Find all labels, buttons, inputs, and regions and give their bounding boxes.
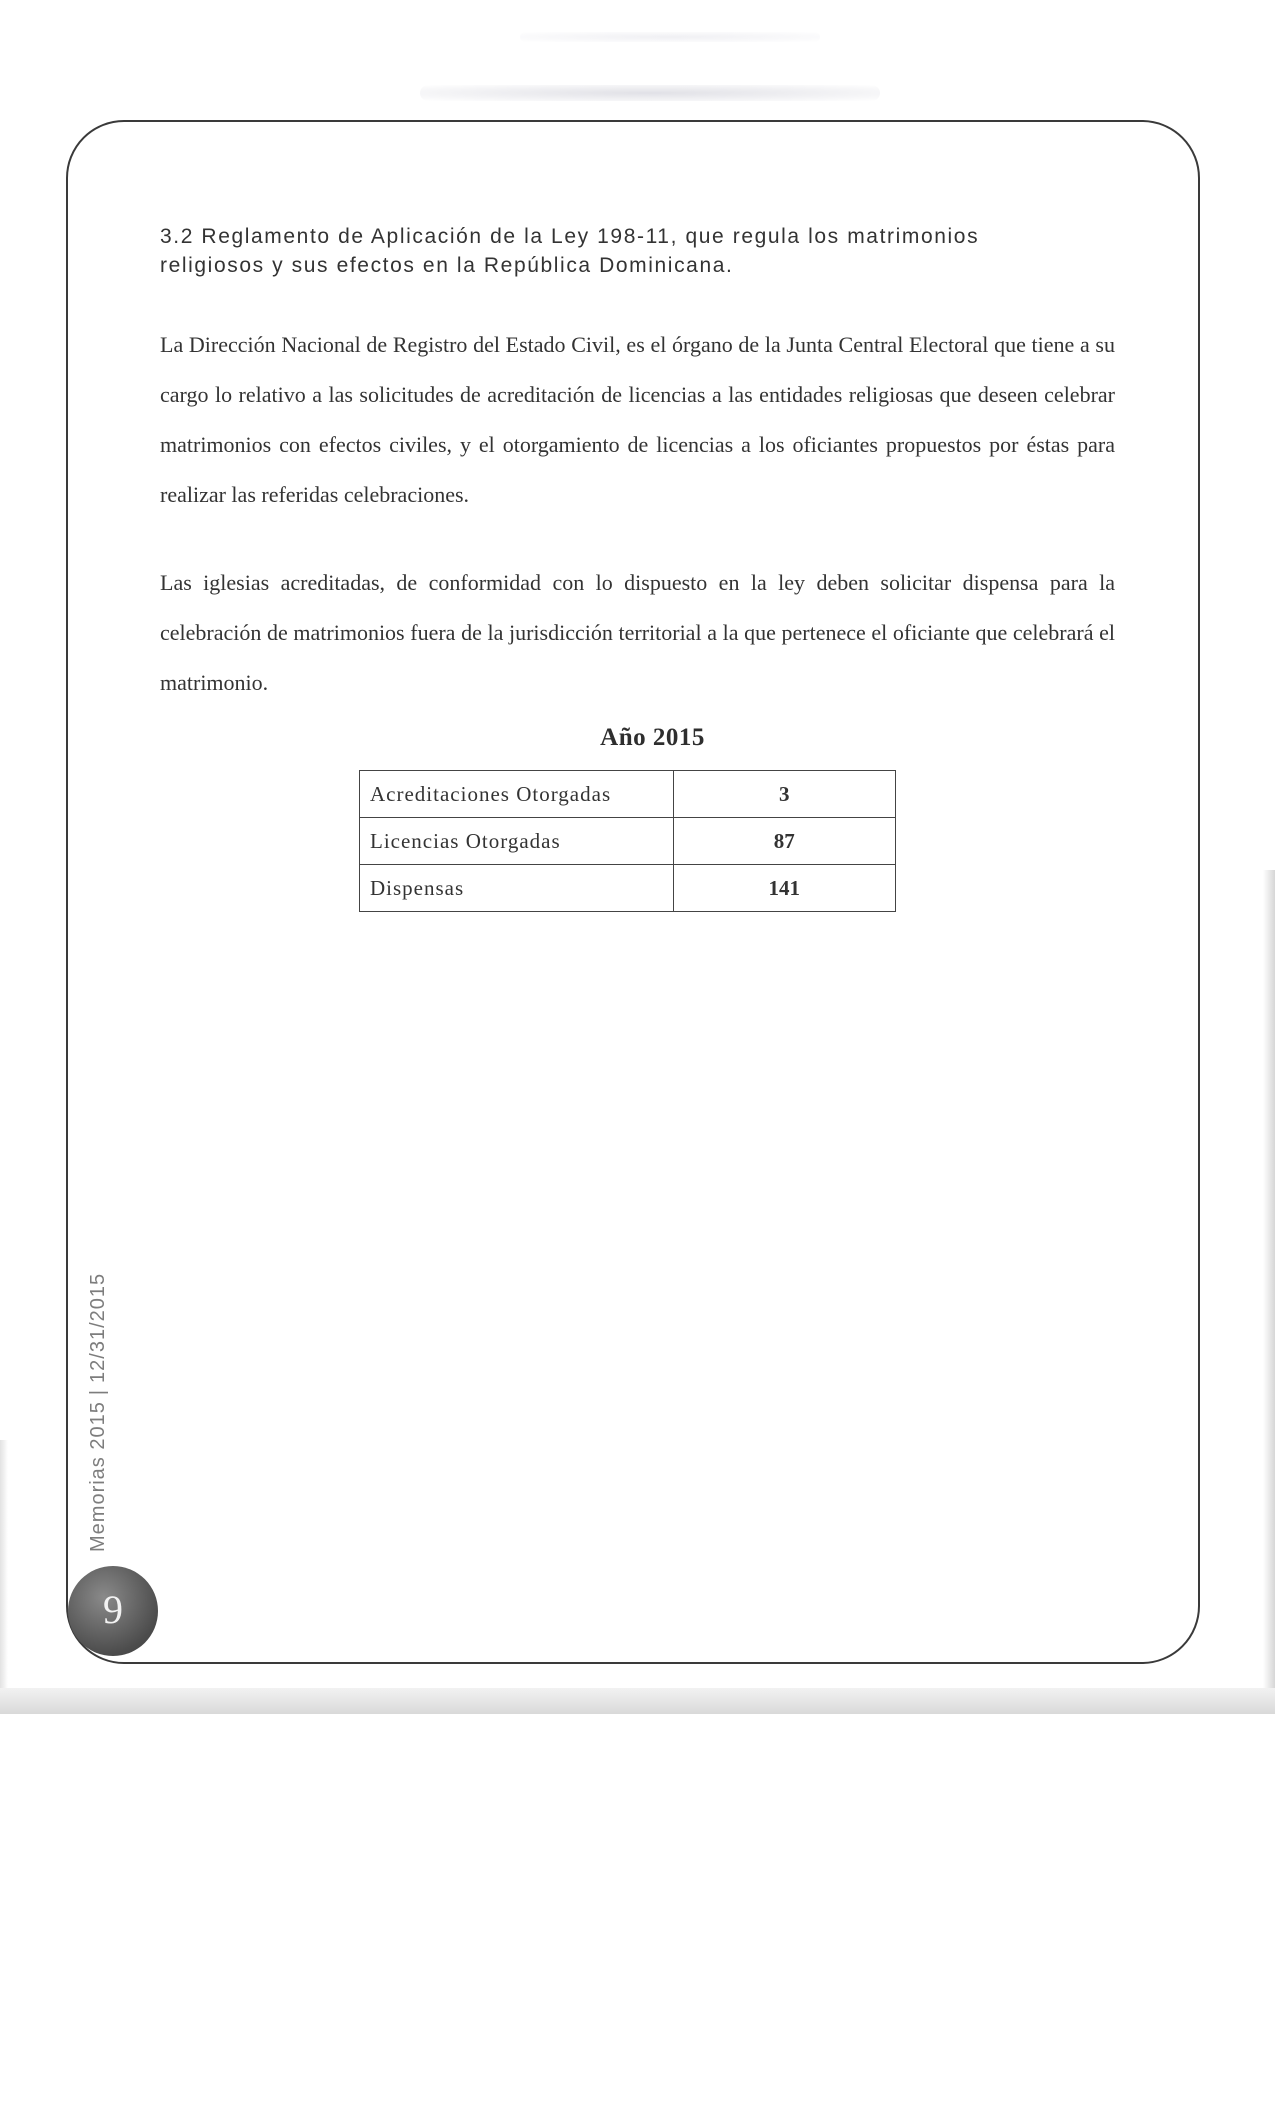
paragraph-registro: La Dirección Nacional de Registro del Estado Civil, es el órgano de la Junta Central Electoral que tiene a su cargo lo relativo a las solicitudes de acreditación de licencias a las entidades religiosas que deseen celebrar matrimonios con efectos civiles, y el otorgamiento de licencias a los oficiantes propuestos por éstas para realizar las referidas celebraciones. bbox=[160, 332, 1115, 507]
section-heading-line-1: 3.2 Reglamento de Aplicación de la Ley 198-11, que regula los matrimonios bbox=[160, 225, 980, 248]
page-content bbox=[160, 222, 1115, 912]
side-footer-text bbox=[87, 1273, 110, 1552]
table-row bbox=[360, 771, 896, 818]
table-row bbox=[360, 865, 896, 912]
footer-separator: | bbox=[87, 1388, 109, 1396]
memo-label: Memorias 2015 bbox=[87, 1401, 109, 1552]
row-label: Licencias Otorgadas bbox=[360, 818, 674, 865]
row-value: 87 bbox=[673, 818, 895, 865]
scan-edge-left bbox=[0, 1440, 8, 1700]
table-row bbox=[360, 818, 896, 865]
stats-table bbox=[359, 770, 896, 912]
scan-edge-right bbox=[1263, 870, 1275, 1700]
paragraph-dispensa: Las iglesias acreditadas, de conformidad con lo dispuesto en la ley deben solicitar dispensa para la celebración de matrimonios fuera de la jurisdicción territorial a la que pertenece el oficiante que celebrará el matrimonio. bbox=[160, 570, 1115, 695]
section-heading-line-2: religiosos y sus efectos en la República Dominicana. bbox=[160, 254, 734, 277]
page-number-badge: 9 bbox=[68, 1566, 158, 1656]
row-label: Dispensas bbox=[360, 865, 674, 912]
row-value: 141 bbox=[673, 865, 895, 912]
scan-smudge bbox=[420, 85, 880, 101]
section-heading bbox=[160, 222, 1115, 280]
row-label: Acreditaciones Otorgadas bbox=[360, 771, 674, 818]
scan-smudge bbox=[520, 32, 820, 42]
row-value: 3 bbox=[673, 771, 895, 818]
footer-date: 12/31/2015 bbox=[87, 1272, 109, 1383]
scan-edge-bottom bbox=[0, 1688, 1275, 1714]
table-title: Año 2015 bbox=[600, 724, 705, 751]
